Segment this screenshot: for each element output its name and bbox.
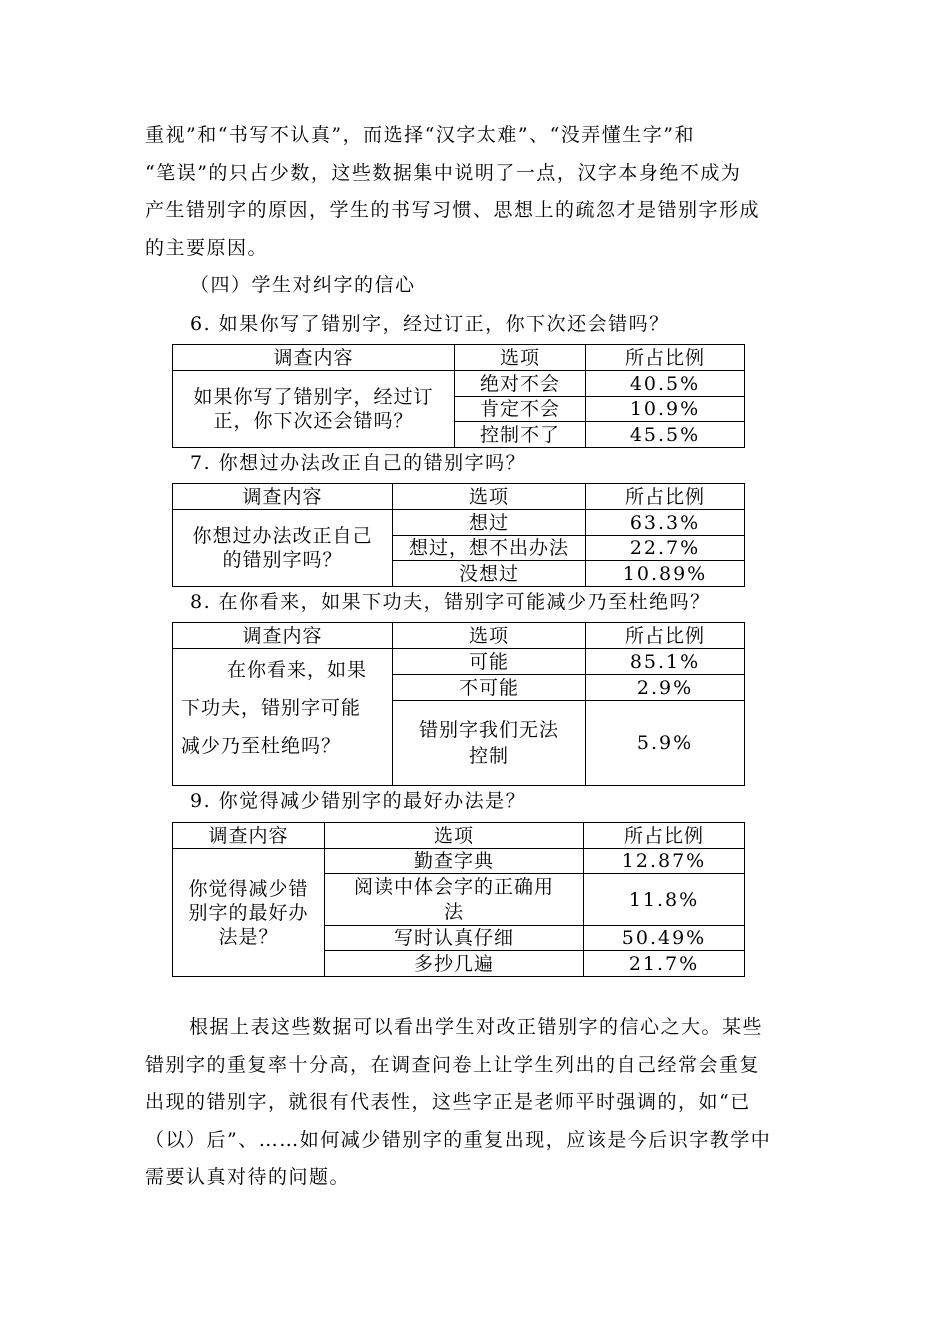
topic-line: 你想过办法改正自己 [192, 525, 373, 547]
header-percent: 所占比例 [586, 623, 745, 649]
option-cell: 想过，想不出办法 [393, 536, 586, 561]
conclusion-line: 需要认真对待的问题。 [145, 1166, 351, 1188]
option-cell [393, 701, 586, 786]
option-cell: 没想过 [393, 561, 586, 587]
section-heading: （四）学生对纠字的信心 [190, 274, 416, 296]
topic-line: 下功夫，错别字可能 [181, 697, 362, 719]
topic-line: 如果你写了错别字，经过订 [193, 386, 434, 408]
topic-line: 你觉得减少错 [188, 877, 309, 900]
option-cell: 肯定不会 [455, 397, 586, 422]
header-option: 选项 [455, 345, 586, 371]
header-topic: 调查内容 [173, 623, 393, 649]
topic-cell [173, 649, 393, 786]
percent-cell: 45.5% [586, 422, 745, 448]
question-7: 7. 你想过办法改正自己的错别字吗？ [190, 452, 527, 474]
intro-line: 重视”和“书写不认真”，而选择“汉字太难”、“没弄懂生字”和 [145, 124, 695, 146]
question-8: 8. 在你看来，如果下功夫，错别字可能减少乃至杜绝吗？ [190, 591, 711, 613]
header-option: 选项 [393, 623, 586, 649]
topic-cell [173, 371, 455, 448]
option-cell: 多抄几遍 [325, 951, 584, 977]
option-cell: 可能 [393, 649, 586, 675]
percent-cell: 85.1% [586, 649, 745, 675]
option-cell: 绝对不会 [455, 371, 586, 397]
conclusion-line: 出现的错别字，就很有代表性，这些字正是老师平时强调的，如“已 [145, 1091, 751, 1113]
option-cell: 想过 [393, 510, 586, 536]
survey-table-6 [172, 344, 745, 448]
intro-line: 的主要原因。 [145, 236, 269, 259]
question-6: 6. 如果你写了错别字，经过订正，你下次还会错吗？ [190, 313, 670, 335]
option-cell: 勤查字典 [325, 849, 584, 874]
conclusion-line: 错别字的重复率十分高，在调查问卷上让学生列出的自己经常会重复 [145, 1053, 761, 1076]
conclusion-paragraph [145, 1009, 807, 1197]
option-line: 法 [443, 900, 464, 923]
intro-line: 产生错别字的原因，学生的书写习惯、思想上的疏忽才是错别字形成 [145, 199, 761, 221]
header-percent: 所占比例 [586, 345, 745, 371]
topic-line: 在你看来，如果 [227, 659, 368, 681]
percent-cell: 21.7% [584, 951, 745, 977]
percent-cell: 40.5% [586, 371, 745, 397]
topic-cell [173, 510, 393, 587]
header-option: 选项 [393, 484, 586, 510]
option-line: 控制 [468, 745, 509, 767]
percent-cell: 2.9% [586, 675, 745, 701]
question-9: 9. 你觉得减少错别字的最好办法是？ [190, 790, 527, 812]
header-percent: 所占比例 [586, 484, 745, 510]
percent-cell: 22.7% [586, 536, 745, 561]
header-percent: 所占比例 [584, 823, 745, 849]
topic-line: 减少乃至杜绝吗？ [181, 735, 342, 757]
option-line: 阅读中体会字的正确用 [353, 875, 554, 898]
percent-cell: 10.89% [586, 561, 745, 587]
percent-cell: 50.49% [584, 926, 745, 951]
survey-table-7 [172, 483, 745, 587]
survey-table-8 [172, 622, 745, 786]
topic-line: 正，你下次还会错吗？ [213, 410, 414, 432]
topic-cell [173, 849, 325, 977]
option-line: 错别字我们无法 [418, 719, 559, 741]
survey-table-9 [172, 822, 745, 977]
intro-paragraph [145, 117, 807, 267]
percent-cell: 10.9% [586, 397, 745, 422]
conclusion-line: 根据上表这些数据可以看出学生对改正错别字的信心之大。某些 [189, 1016, 764, 1038]
option-cell: 不可能 [393, 675, 586, 701]
option-cell [325, 874, 584, 926]
percent-cell: 11.8% [584, 874, 745, 926]
conclusion-line: （以）后”、……如何减少错别字的重复出现，应该是今后识字教学中 [145, 1128, 772, 1151]
option-cell: 控制不了 [455, 422, 586, 448]
topic-line: 别字的最好办 [188, 901, 309, 924]
percent-cell: 12.87% [584, 849, 745, 874]
intro-line: “笔误”的只占少数，这些数据集中说明了一点，汉字本身绝不成为 [145, 161, 742, 184]
percent-cell: 5.9% [586, 701, 745, 786]
topic-line: 的错别字吗？ [222, 549, 343, 571]
percent-cell: 63.3% [586, 510, 745, 536]
header-topic: 调查内容 [173, 484, 393, 510]
header-option: 选项 [325, 823, 584, 849]
header-topic: 调查内容 [173, 345, 455, 371]
topic-line: 法是？ [218, 925, 279, 948]
header-topic: 调查内容 [173, 823, 325, 849]
option-cell: 写时认真仔细 [325, 926, 584, 951]
